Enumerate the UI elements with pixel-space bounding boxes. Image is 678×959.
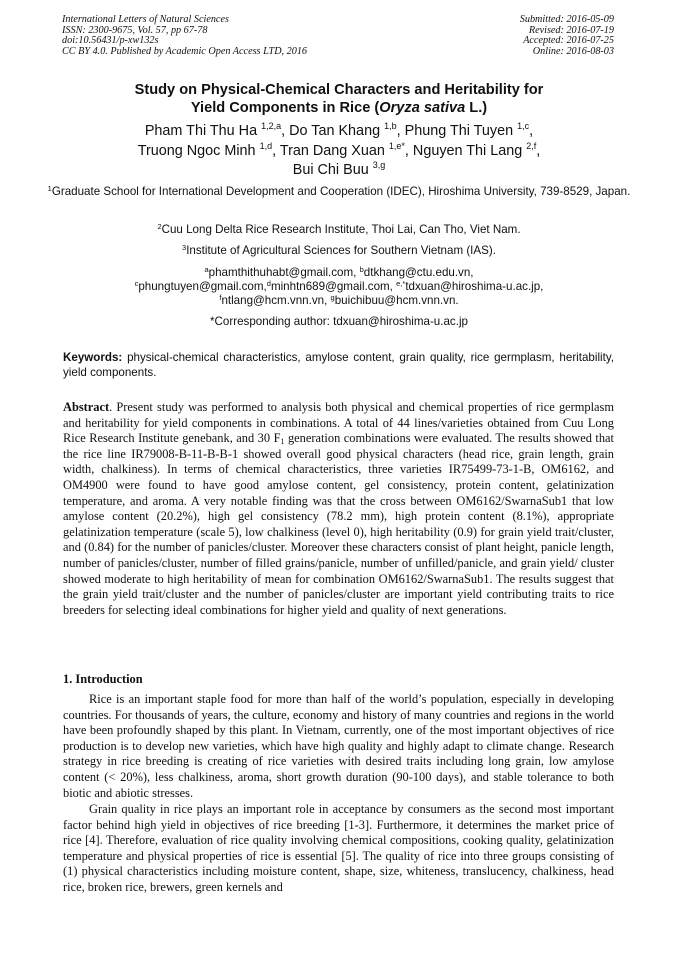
email-link[interactable]: phamthithuhabt@gmail.com, [208,266,357,279]
author-superscript: 1,d [259,140,273,151]
author-separator: , [404,142,413,159]
author-separator: , [396,123,405,139]
author-separator: , [536,142,541,159]
email-link[interactable]: phungtuyen@gmail.com, [138,280,267,294]
affiliation-marker: 2 [157,222,162,231]
journal-issn: ISSN: 2300-9675, Vol. 57, pp 67-78 [62,24,208,36]
author-line-1 [40,122,638,142]
author-line-2 [40,142,638,162]
author-superscript: 2,f [526,140,537,151]
affiliation-2 [40,222,638,238]
author-list [40,122,638,181]
author-superscript: 1,e* [388,140,405,151]
title-text: Yield Components in Rice ( [190,99,380,116]
date-online: Online: 2016-08-03 [532,45,614,57]
paper-title [40,82,638,117]
email-marker: b [359,265,364,274]
affiliation-marker: 3 [182,243,187,252]
email-link[interactable]: dtkhang@ctu.edu.vn, [363,266,474,279]
date-submitted: Submitted: 2016-05-09 [519,14,614,25]
affiliation-marker: 1 [47,184,52,193]
email-line-3 [40,294,638,308]
email-link[interactable]: minhtn689@gmail.com, [270,280,393,294]
author-superscript: 1,b [384,121,397,131]
intro-paragraph-1: Rice is an important staple food for more than half of the world’s population, especially in developing countries. For thousands of years, the culture, economy and history of many countries and regions in the world have been profoundly shaped by this plant. In Vietnam, currently, one of the most important objectives of rice production is to develop new varieties, which have high quality and highly adapt to climate change. Research strategy in rice breeding is creating of rice varieties with desired traits including long grain, low amylose content (< 20%), less chalkiness, aroma, short growth duration (90-100 days), and stable tolerance to both biotic and abiotic stresses. [63,692,614,800]
keywords-block [63,350,614,381]
email-marker: g [330,293,335,303]
date-revised: Revised: 2016-07-19 [528,24,614,36]
email-list [40,266,638,329]
author-superscript: 3,g [372,160,386,170]
journal-header-left [62,15,307,57]
abstract-label: Abstract [63,400,110,414]
title-line-1: Study on Physical-Chemical Characters and Heritability for [134,82,544,98]
abstract-subscript: 1 [280,437,285,447]
journal-header-right [520,15,614,57]
affiliation-text: Graduate School for International Development and Cooperation (IDEC), Hiroshima University, 739-8529, Japan. [51,185,631,198]
author-separator: , [281,123,290,139]
abstract-text: . Present study was performed to analysis both physical and chemical properties of rice germplasm and heritability for yield components in combinations. A total of 44 lines/varieties obtained from Cuu Long Rice Research Institute genebank, and 30 F [63,400,614,446]
affiliation-text: Cuu Long Delta Rice Research Institute, Thoi Lai, Can Tho, Viet Nam. [161,223,521,236]
title-text-end: L.) [465,99,488,116]
email-marker: f [219,293,222,303]
section-heading-introduction: 1. Introduction [63,672,143,686]
email-line-1 [40,266,638,280]
author-name: Phung Thi Tuyen [404,123,514,139]
author-name: Tran Dang Xuan [279,142,385,159]
date-accepted: Accepted: 2016-07-25 [523,35,614,47]
abstract-block [63,400,614,618]
author-superscript: 1,2,a [261,121,282,131]
author-name: Truong Ngoc Minh [137,142,256,159]
email-marker: d [266,279,271,289]
affiliation-1 [40,184,638,200]
affiliation-text: Institute of Agricultural Sciences for Southern Vietnam (IAS). [186,244,496,257]
author-name: Pham Thi Thu Ha [144,123,258,139]
author-separator: , [529,123,534,139]
author-line-3 [40,161,638,181]
author-name: Nguyen Thi Lang [412,142,523,159]
author-superscript: 1,c [517,121,530,131]
keywords-label: Keywords: [63,351,123,364]
journal-license: CC BY 4.0. Published by Academic Open Access LTD, 2016 [62,45,308,57]
abstract-text-cont: generation combinations were evaluated. The results showed that the rice line IR79008-B-11-B-B-1 showed overall good physical characters (head rice, grain length, grain width, chalkiness). In terms of chemical characteristics, three varieties IR75499-73-1-B, OM6162, and OM4900 were found to have good amylose content, gel consistency, protein content, gelatinization temperature, and aroma. A very notable finding was that the cross between OM6162/SwarnaSub1 that low amylose content (20.2%), high gel consistency (78.2 mm), high protein content (8.1%), appropriate gelatinization temperature (scale 5), low chalkiness (level 0), high heritability (0.9) for grain yield trait/cluster, and (0.84) for the number of panicles/cluster. Moreover these characters consist of plant height, panicle length, number of panicles/cluster, number of filled grains/panicle, number of unfilled/panicle, and grain yield/ cluster showed moderate to high heritability of mean for combination OM6162/SwarnaSub1. The results suggest that the grain yield trait/cluster and the number of panicles/cluster are important yield contributing traits to rice breeders for selecting ideal combinations for higher yield and quality of next generations. [63,431,614,617]
email-line-2 [40,280,638,294]
email-marker: c [134,279,139,289]
author-name: Do Tan Khang [289,123,381,139]
journal-doi: doi:10.56431/p-xw132s [62,35,159,47]
email-link[interactable]: buichibuu@hcm.vnn.vn. [334,294,459,308]
email-marker: e,* [396,279,406,289]
affiliation-3 [40,243,638,259]
author-separator: , [272,142,280,159]
email-marker: a [204,265,209,274]
title-line-2 [40,100,638,118]
author-name: Bui Chi Buu [292,162,369,178]
intro-paragraph-2: Grain quality in rice plays an important role in acceptance by consumers as the second most important factor behind high yield in objectives of rice breeding [1-3]. Furthermore, it determines the market price of rice [4]. Therefore, evaluation of rice quality involving chemical compositions, cooking quality, gelatinization temperature and physical properties of rice is essential [5]. The quality of rice into three groups consisting of (1) physical characteristics including moisture content, shape, size, whiteness, translucency, chalkiness, head rice, broken rice, brewers, green kernels and [63,802,614,894]
keywords-text: physical-chemical characteristics, amylose content, grain quality, rice germplasm, heritability, yield components. [63,351,614,380]
email-link[interactable]: tdxuan@hiroshima-u.ac.jp, [405,280,544,294]
species-name: Oryza sativa [379,99,466,116]
email-link[interactable]: ntlang@hcm.vnn.vn, [221,294,328,308]
journal-name: International Letters of Natural Sciences [62,14,229,25]
corresponding-author: *Corresponding author: tdxuan@hiroshima-u.ac.jp [210,314,468,328]
